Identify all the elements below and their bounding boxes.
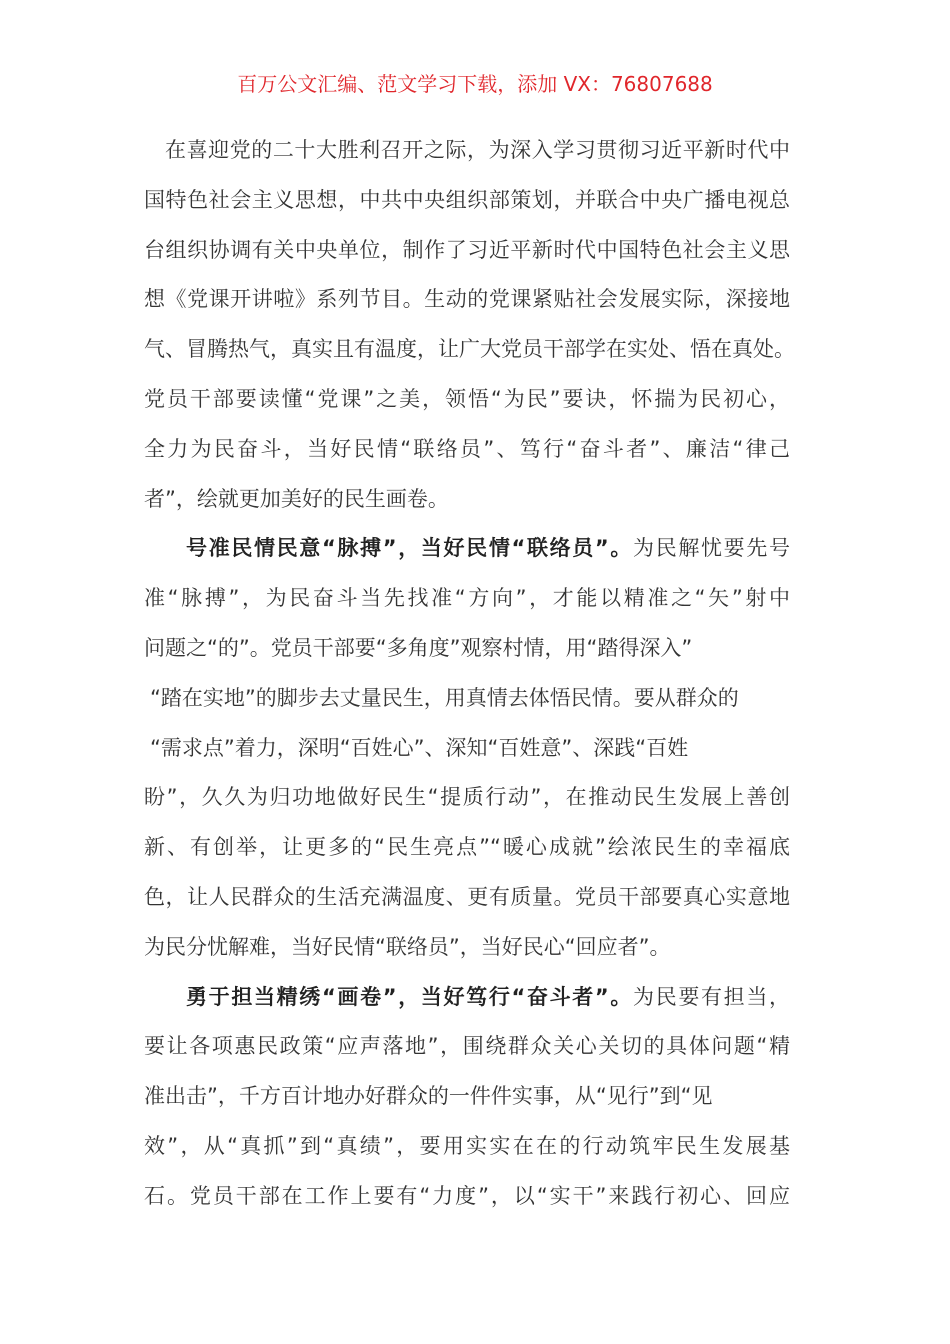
text-line: 色，让人民群众的生活充满温度、更有质量。党员干部要真心实意地 bbox=[144, 884, 790, 909]
text-line: 全力为民奋斗，当好民情“联络员”、笃行“奋斗者”、廉洁“律己 bbox=[144, 436, 790, 461]
text-line: 问题之“的”。党员干部要“多角度”观察村情，用“踏得深入” bbox=[144, 635, 693, 660]
text-span: 为民解忧要先号 bbox=[633, 536, 790, 561]
text-line: 国特色社会主义思想，中共中央组织部策划，并联合中央广播电视总 bbox=[144, 187, 790, 212]
text-line: 石。党员干部在工作上要有“力度”，以“实干”来践行初心、回应 bbox=[144, 1183, 790, 1208]
text-line: 效”，从“真抓”到“真绩”，要用实实在在的行动筑牢民生发展基 bbox=[144, 1133, 790, 1158]
text-line: “需求点”着力，深明“百姓心”、深知“百姓意”、深践“百姓 bbox=[150, 735, 689, 760]
text-line: 气、冒腾热气，真实且有温度，让广大党员干部学在实处、悟在真处。 bbox=[144, 337, 795, 362]
text-span: 为民要有担当， bbox=[633, 984, 790, 1009]
section-heading: 勇于担当精绣“画卷”，当好笃行“奋斗者”。 bbox=[186, 984, 634, 1009]
text-line: 要让各项惠民政策“应声落地”，围绕群众关心关切的具体问题“精 bbox=[144, 1034, 790, 1059]
text-line: 者”，绘就更加美好的民生画卷。 bbox=[144, 486, 449, 511]
watermark-header: 百万公文汇编、范文学习下载，添加 VX：76807688 bbox=[237, 72, 713, 96]
document-body bbox=[144, 126, 795, 1222]
paragraph-section-2 bbox=[144, 973, 790, 1222]
text-line: 想《党课开讲啦》系列节目。生动的党课紧贴社会发展实际，深接地 bbox=[144, 287, 790, 312]
paragraph-intro bbox=[144, 126, 795, 524]
text-line bbox=[144, 524, 790, 574]
text-line: 在喜迎党的二十大胜利召开之际，为深入学习贯彻习近平新时代中 bbox=[165, 138, 790, 162]
text-line: 新、有创举，让更多的“民生亮点”“暖心成就”绘浓民生的幸福底 bbox=[144, 835, 790, 860]
text-line: “踏在实地”的脚步去丈量民生，用真情去体悟民情。要从群众的 bbox=[150, 685, 739, 710]
text-line: 盼”，久久为归功地做好民生“提质行动”，在推动民生发展上善创 bbox=[144, 785, 790, 810]
text-line: 台组织协调有关中央单位，制作了习近平新时代中国特色社会主义思 bbox=[144, 237, 790, 262]
text-line: 党员干部要读懂“党课”之美，领悟“为民”要诀，怀揣为民初心， bbox=[144, 386, 790, 411]
text-line bbox=[144, 973, 790, 1023]
text-line: 准出击”，千方百计地办好群众的一件件实事，从“见行”到“见 bbox=[144, 1084, 713, 1109]
text-line: 准“脉搏”，为民奋斗当先找准“方向”，才能以精准之“矢”射中 bbox=[144, 586, 790, 611]
paragraph-section-1 bbox=[144, 524, 790, 972]
section-heading: 号准民情民意“脉搏”，当好民情“联络员”。 bbox=[186, 536, 634, 561]
text-line: 为民分忧解难，当好民情“联络员”，当好民心“回应者”。 bbox=[144, 934, 671, 959]
